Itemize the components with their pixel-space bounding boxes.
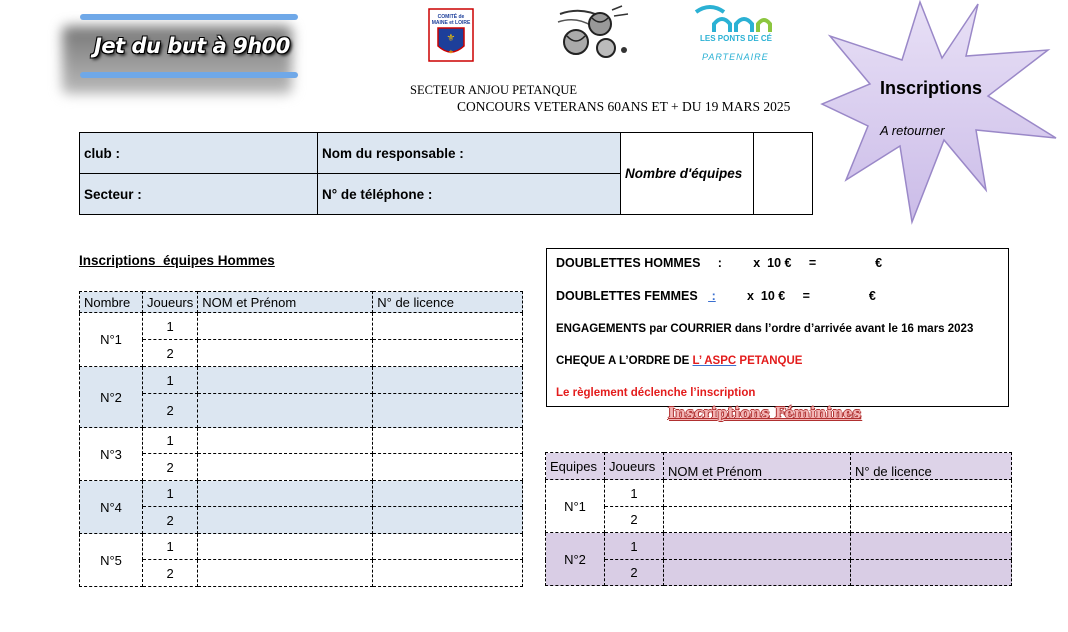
- col-nom: NOM et Prénom: [198, 292, 373, 313]
- name-cell[interactable]: [198, 340, 373, 367]
- name-cell[interactable]: [198, 454, 373, 481]
- name-cell[interactable]: [198, 428, 373, 454]
- cheque-aspc: L’ ASPC: [692, 355, 737, 367]
- player-number: 2: [605, 560, 664, 586]
- svg-text:⚜: ⚜: [448, 49, 454, 56]
- doublettes-hommes-line: DOUBLETTES HOMMES : x 10 € = €: [556, 256, 883, 270]
- team-label: N°5: [80, 534, 143, 587]
- col-licence: N° de licence: [373, 292, 523, 313]
- name-cell[interactable]: [198, 560, 373, 587]
- doublettes-femmes-label: DOUBLETTES FEMMES: [556, 289, 709, 303]
- secteur-heading: SECTEUR ANJOU PETANQUE: [410, 83, 578, 97]
- petanque-boules-logo: [552, 4, 632, 62]
- femmes-table: [545, 452, 1012, 586]
- name-cell[interactable]: [198, 313, 373, 340]
- licence-cell[interactable]: [851, 533, 1012, 560]
- cheque-prefix: CHEQUE A L’ORDRE DE: [556, 355, 693, 367]
- name-cell[interactable]: [664, 480, 851, 507]
- licence-cell[interactable]: [373, 394, 523, 428]
- hommes-section-title: Inscriptions équipes Hommes: [79, 253, 275, 268]
- player-number: 2: [143, 394, 198, 428]
- licence-cell[interactable]: [373, 367, 523, 394]
- doublettes-femmes-line: [556, 289, 876, 303]
- team-label: N°2: [80, 367, 143, 428]
- name-cell[interactable]: [664, 533, 851, 560]
- telephone-field[interactable]: N° de téléphone :: [318, 174, 621, 215]
- player-number: 2: [605, 507, 664, 533]
- star-subtitle: A retourner: [880, 123, 945, 138]
- player-number: 2: [143, 340, 198, 367]
- team-label: N°3: [80, 428, 143, 481]
- name-cell[interactable]: [198, 534, 373, 560]
- nombre-equipes-field[interactable]: [754, 133, 813, 215]
- ponts-tagline: PARTENAIRE: [702, 52, 769, 62]
- name-cell[interactable]: [198, 394, 373, 428]
- licence-cell[interactable]: [373, 560, 523, 587]
- licence-cell[interactable]: [373, 313, 523, 340]
- concours-heading: CONCOURS VETERANS 60ANS ET + DU 19 MARS 2025: [457, 99, 791, 114]
- team-label: N°1: [80, 313, 143, 367]
- licence-cell[interactable]: [373, 481, 523, 507]
- licence-cell[interactable]: [373, 454, 523, 481]
- col-joueurs: Joueurs: [605, 453, 664, 480]
- team-label: N°4: [80, 481, 143, 534]
- banner-top-rule: [80, 14, 298, 20]
- player-number: 1: [605, 480, 664, 507]
- name-cell[interactable]: [198, 481, 373, 507]
- star-title: Inscriptions: [880, 78, 983, 98]
- doublettes-femmes-colon: :: [708, 289, 716, 303]
- ponts-name: LES PONTS DE CÉ: [700, 34, 773, 43]
- licence-cell[interactable]: [373, 428, 523, 454]
- col-licence: N° de licence: [851, 453, 1012, 480]
- name-cell[interactable]: [198, 507, 373, 534]
- responsable-field[interactable]: Nom du responsable :: [318, 133, 621, 174]
- femmes-section-title: Inscriptions Féminines: [668, 404, 862, 422]
- player-number: 2: [143, 454, 198, 481]
- club-field[interactable]: club :: [80, 133, 318, 174]
- col-joueurs: Joueurs: [143, 292, 198, 313]
- player-number: 1: [143, 367, 198, 394]
- svg-text:⚜: ⚜: [446, 33, 456, 44]
- secteur-field[interactable]: Secteur :: [80, 174, 318, 215]
- name-cell[interactable]: [664, 560, 851, 586]
- licence-cell[interactable]: [373, 507, 523, 534]
- player-number: 1: [143, 313, 198, 340]
- licence-cell[interactable]: [851, 560, 1012, 586]
- nombre-equipes-label: Nombre d'équipes: [621, 133, 754, 215]
- ponts-de-ce-logo: [692, 4, 776, 66]
- player-number: 1: [143, 428, 198, 454]
- comite-logo: [428, 8, 474, 62]
- player-number: 1: [143, 534, 198, 560]
- team-label: N°1: [546, 480, 605, 533]
- doublettes-femmes-rest: x 10 € = €: [715, 289, 876, 303]
- player-number: 1: [605, 533, 664, 560]
- player-number: 2: [143, 560, 198, 587]
- col-nom: NOM et Prénom: [664, 453, 851, 480]
- engagements-line: ENGAGEMENTS par COURRIER dans l’ordre d’arrivée avant le 16 mars 2023: [556, 323, 974, 335]
- licence-cell[interactable]: [373, 340, 523, 367]
- col-equipes: Equipes: [546, 453, 605, 480]
- hommes-table: [79, 291, 523, 587]
- col-nombre: Nombre: [80, 292, 143, 313]
- player-number: 1: [143, 481, 198, 507]
- cheque-suffix: PETANQUE: [736, 355, 803, 367]
- inscriptions-star: [816, 0, 1060, 230]
- comite-line1: COMITÉ de: [437, 14, 465, 20]
- name-cell[interactable]: [664, 507, 851, 533]
- banner-title: Jet du but à 9h00: [94, 34, 290, 58]
- licence-cell[interactable]: [373, 534, 523, 560]
- player-number: 2: [143, 507, 198, 534]
- team-label: N°2: [546, 533, 605, 586]
- comite-line2: MAINE et LOIRE: [431, 20, 471, 26]
- licence-cell[interactable]: [851, 507, 1012, 533]
- banner-bottom-rule: [80, 72, 298, 78]
- payment-box: [546, 248, 1009, 407]
- name-cell[interactable]: [198, 367, 373, 394]
- reglement-line: Le règlement déclenche l’inscription: [556, 387, 756, 399]
- cheque-line: [556, 355, 802, 367]
- licence-cell[interactable]: [851, 480, 1012, 507]
- club-info-table: [79, 132, 813, 215]
